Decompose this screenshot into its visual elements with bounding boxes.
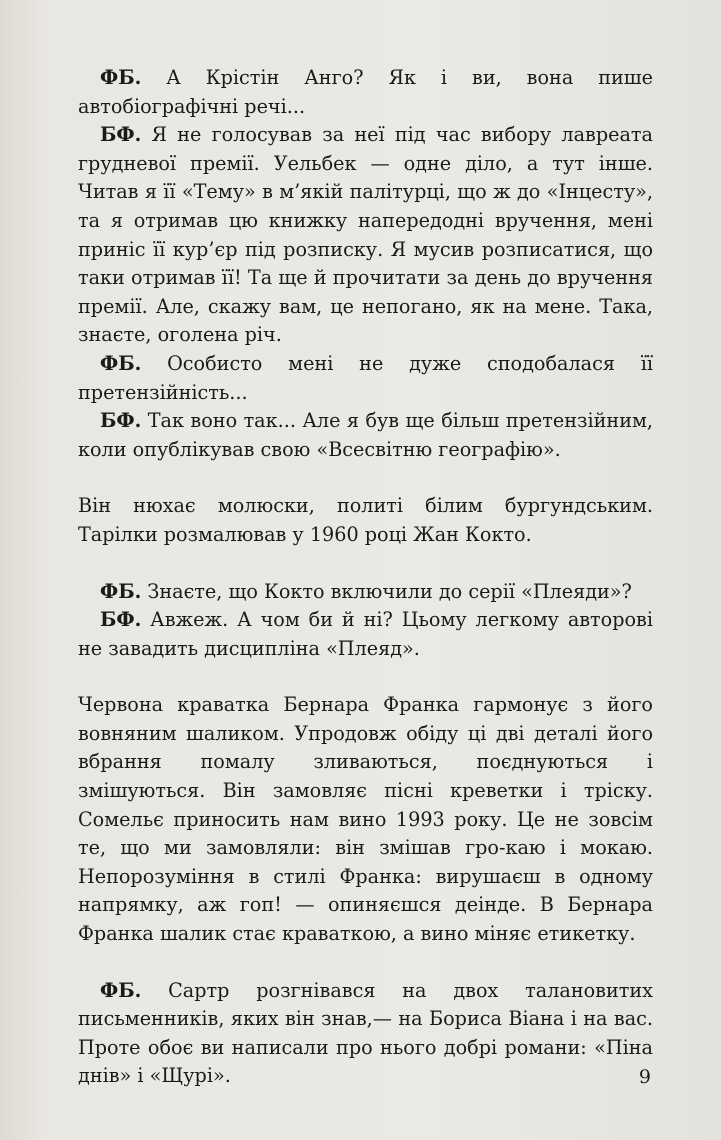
dialogue-text: Особисто мені не дуже сподобалася її претензійність... [78,351,653,404]
dialogue-text: Авжеж. А чом би й ні? Цьому легкому авторові не завадить дисципліна «Плеяд». [78,608,653,660]
speaker-label: ФБ. [100,66,142,89]
dialogue-paragraph [78,606,653,663]
narrative-paragraph [78,691,653,948]
paragraph-gap [78,949,653,977]
dialogue-text: Знаєте, що Кокто включили до серії «Плеяди»? [141,579,632,603]
dialogue-paragraph [78,407,653,464]
paragraph-gap [78,550,653,578]
narrative-text: Він нюхає молюски, политі білим бургундським. Тарілки розмалював у 1960 році Жан Кокто. [78,494,653,546]
dialogue-text: А Крістін Анго? Як і ви, вона пише автобіографічні речі... [78,66,653,118]
dialogue-text: Так воно так... Але я був ще більш претензійним, коли опублікував свою «Всесвітню географію». [78,409,653,461]
dialogue-paragraph [78,121,653,350]
dialogue-paragraph [78,64,653,121]
dialogue-paragraph [78,350,653,407]
speaker-label: ФБ. [100,978,142,1002]
dialogue-paragraph [78,977,653,1091]
speaker-label: БФ. [100,123,142,147]
speaker-label: ФБ. [100,351,142,375]
narrative-text: Червона краватка Бернара Франка гармонує з його вовняним шаликом. Упродовж обіду ці дві деталі його вбрання помалу зливаються, поєднуються і змішуються. Він замовляє пісні креветки і тріску. Сомельє приносить нам вино 1993 року. Це не зовсім те, що ми замовляли: він змішав гро-каю і мокаю. Непорозуміння в стилі Франка: вирушаєш в одному напрямку, аж гоп! — опиняєшся деінде. В Бернара Франка шалик стає краваткою, а вино міняє етикетку. [78,693,653,946]
page-text [78,64,653,1091]
dialogue-paragraph [78,578,653,607]
dialogue-text: Я не голосував за неї під час вибору лавреата грудневої премії. Уельбек — одне діло, а тут інше. Читав я її «Тему» в м’якій палітурці, що ж до «Інцесту», та я отримав цю книжку напередодні вручення, мені приніс її кур’єр під розписку. Я мусив розписатися, що таки отримав її! Та ще й прочитати за день до вручення премії. Але, скажу вам, це непогано, як на мене. Така, знаєте, оголена річ. [78,123,653,347]
dialogue-text: Сартр розгнівався на двох талановитих письменників, яких він знав,— на Бориса Віана і на вас. Проте обоє ви написали про нього добрі романи: «Піна днів» і «Щурі». [78,978,653,1088]
speaker-label: ФБ. [100,579,142,603]
paragraph-gap [78,464,653,492]
page-number: 9 [638,1066,651,1088]
paragraph-gap [78,663,653,691]
speaker-label: БФ. [100,608,142,632]
speaker-label: БФ. [100,409,142,433]
narrative-paragraph [78,492,653,549]
